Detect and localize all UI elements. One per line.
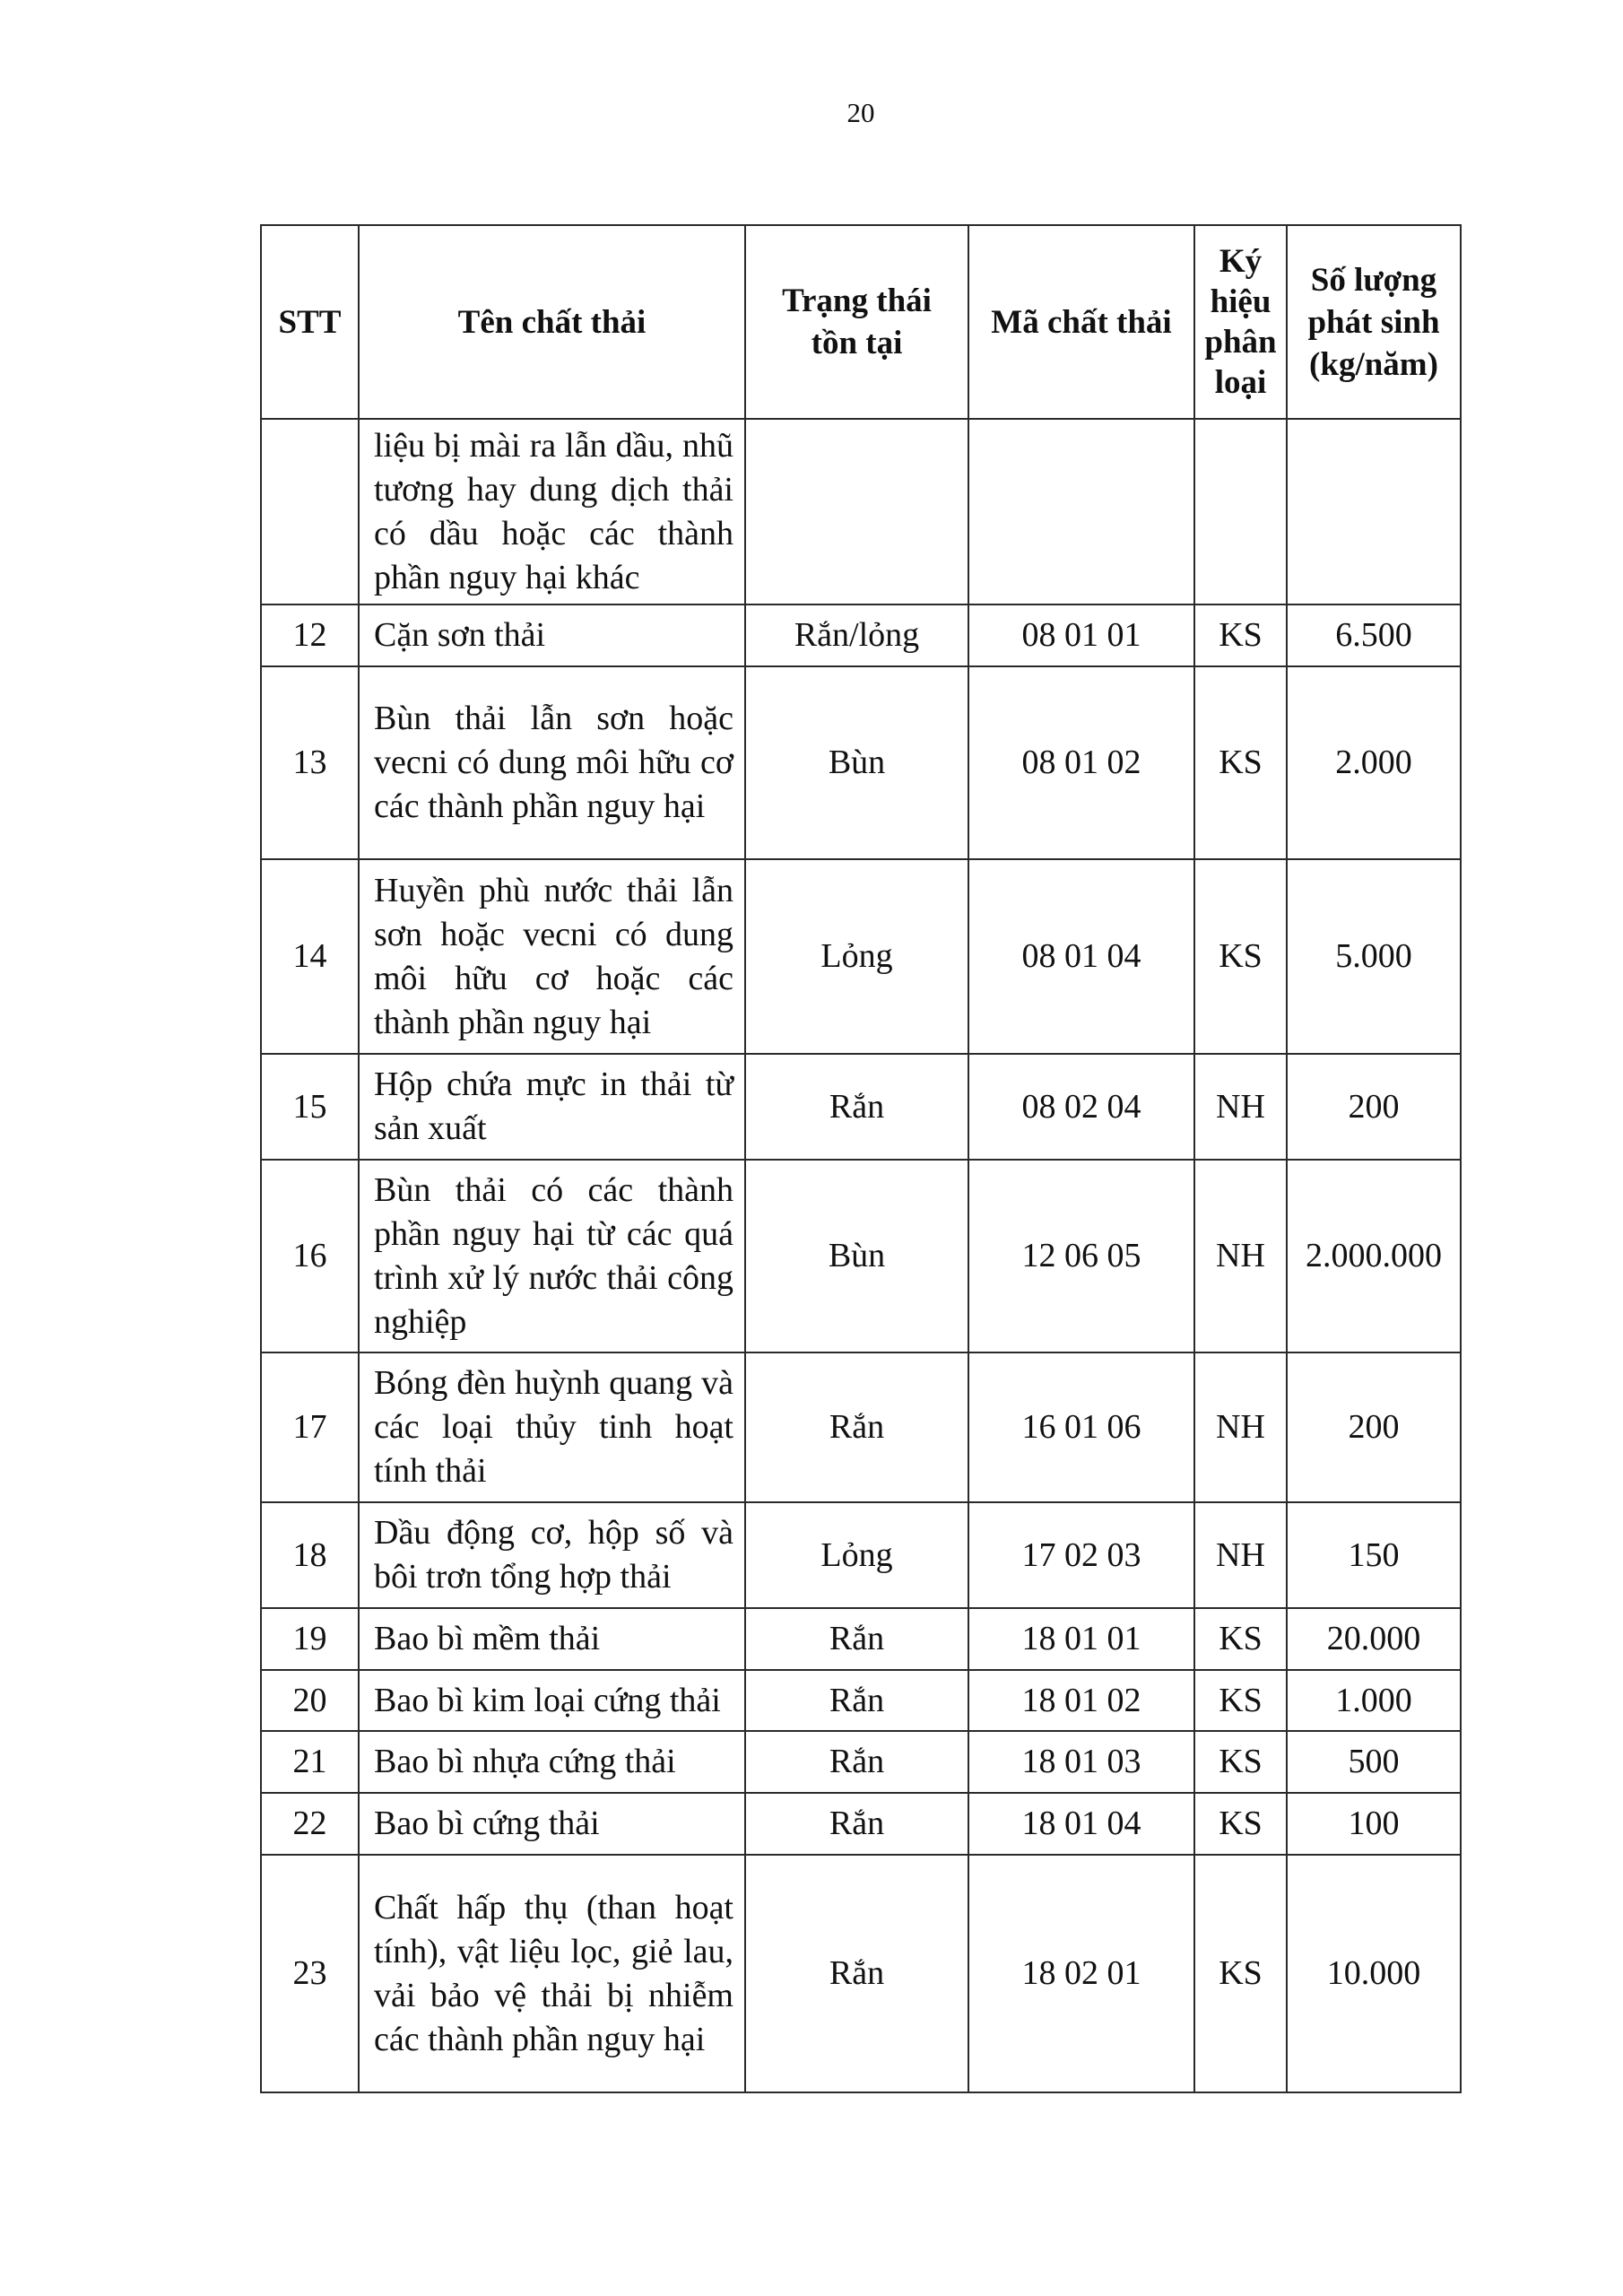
cell-stt: 21 [261,1731,359,1793]
cell-state: Rắn [745,1670,968,1731]
cell-classification: KS [1194,859,1287,1054]
cell-name: Bao bì kim loại cứng thải [359,1670,745,1731]
cell-code: 17 02 03 [968,1502,1194,1608]
cell-code: 08 01 04 [968,859,1194,1054]
cell-classification: KS [1194,666,1287,859]
cell-code: 16 01 06 [968,1352,1194,1502]
cell-quantity: 2.000 [1287,666,1461,859]
cell-quantity [1287,419,1461,604]
cell-stt: 18 [261,1502,359,1608]
cell-stt: 13 [261,666,359,859]
cell-stt: 16 [261,1160,359,1352]
cell-classification: KS [1194,1608,1287,1670]
cell-quantity: 200 [1287,1352,1461,1502]
header-code: Mã chất thải [968,225,1194,419]
cell-state: Rắn/lỏng [745,604,968,666]
cell-state: Rắn [745,1793,968,1855]
cell-classification: NH [1194,1502,1287,1608]
cell-stt [261,419,359,604]
cell-name: Bao bì cứng thải [359,1793,745,1855]
page-number: 20 [846,97,875,128]
cell-name: Bùn thải có các thành phần nguy hại từ các quá trình xử lý nước thải công nghiệp [359,1160,745,1352]
cell-stt: 19 [261,1608,359,1670]
table-row [261,1160,1461,1352]
cell-quantity: 5.000 [1287,859,1461,1054]
cell-code: 18 02 01 [968,1855,1194,2092]
cell-name: Bao bì mềm thải [359,1608,745,1670]
header-name: Tên chất thải [359,225,745,419]
cell-classification: KS [1194,1793,1287,1855]
table-row [261,859,1461,1054]
cell-quantity: 150 [1287,1502,1461,1608]
cell-name: Dầu động cơ, hộp số và bôi trơn tổng hợp thải [359,1502,745,1608]
cell-name: Huyền phù nước thải lẫn sơn hoặc vecni có dung môi hữu cơ hoặc các thành phần nguy hại [359,859,745,1054]
cell-state: Rắn [745,1731,968,1793]
cell-code: 18 01 01 [968,1608,1194,1670]
table-row [261,1054,1461,1160]
header-quantity: Số lượng phát sinh (kg/năm) [1287,225,1461,419]
table-row [261,1731,1461,1793]
cell-quantity: 6.500 [1287,604,1461,666]
cell-classification: KS [1194,1670,1287,1731]
cell-code [968,419,1194,604]
cell-classification: NH [1194,1160,1287,1352]
cell-state: Rắn [745,1608,968,1670]
table-row [261,604,1461,666]
cell-stt: 23 [261,1855,359,2092]
cell-name: liệu bị mài ra lẫn dầu, nhũ tương hay dung dịch thải có dầu hoặc các thành phần nguy hại khác [359,419,745,604]
cell-state: Bùn [745,666,968,859]
cell-quantity: 200 [1287,1054,1461,1160]
table-row [261,666,1461,859]
cell-quantity: 20.000 [1287,1608,1461,1670]
cell-state: Rắn [745,1352,968,1502]
cell-state [745,419,968,604]
cell-code: 08 01 01 [968,604,1194,666]
cell-stt: 14 [261,859,359,1054]
cell-code: 12 06 05 [968,1160,1194,1352]
cell-name: Cặn sơn thải [359,604,745,666]
cell-stt: 20 [261,1670,359,1731]
cell-code: 08 02 04 [968,1054,1194,1160]
cell-classification: KS [1194,604,1287,666]
cell-classification: NH [1194,1054,1287,1160]
cell-state: Lỏng [745,1502,968,1608]
cell-quantity: 1.000 [1287,1670,1461,1731]
cell-code: 18 01 02 [968,1670,1194,1731]
cell-state: Rắn [745,1054,968,1160]
header-stt: STT [261,225,359,419]
table-row [261,1793,1461,1855]
header-state: Trạng thái tồn tại [745,225,968,419]
header-classification: Ký hiệu phân loại [1194,225,1287,419]
cell-name: Bao bì nhựa cứng thải [359,1731,745,1793]
cell-classification [1194,419,1287,604]
cell-classification: KS [1194,1731,1287,1793]
cell-name: Bùn thải lẫn sơn hoặc vecni có dung môi hữu cơ các thành phần nguy hại [359,666,745,859]
cell-quantity: 2.000.000 [1287,1160,1461,1352]
cell-code: 18 01 03 [968,1731,1194,1793]
cell-code: 18 01 04 [968,1793,1194,1855]
cell-stt: 12 [261,604,359,666]
table-row [261,1502,1461,1608]
cell-name: Chất hấp thụ (than hoạt tính), vật liệu lọc, giẻ lau, vải bảo vệ thải bị nhiễm các thành phần nguy hại [359,1855,745,2092]
cell-name: Bóng đèn huỳnh quang và các loại thủy tinh hoạt tính thải [359,1352,745,1502]
cell-code: 08 01 02 [968,666,1194,859]
table-row [261,1855,1461,2092]
cell-quantity: 500 [1287,1731,1461,1793]
cell-state: Lỏng [745,859,968,1054]
cell-state: Bùn [745,1160,968,1352]
cell-name: Hộp chứa mực in thải từ sản xuất [359,1054,745,1160]
cell-quantity: 100 [1287,1793,1461,1855]
cell-stt: 15 [261,1054,359,1160]
cell-state: Rắn [745,1855,968,2092]
table-row [261,1352,1461,1502]
table-row [261,419,1461,604]
cell-quantity: 10.000 [1287,1855,1461,2092]
table-row [261,1608,1461,1670]
table-row [261,1670,1461,1731]
table-header-row [261,225,1461,419]
cell-classification: KS [1194,1855,1287,2092]
hazardous-waste-table [260,224,1462,2093]
cell-stt: 22 [261,1793,359,1855]
cell-stt: 17 [261,1352,359,1502]
cell-classification: NH [1194,1352,1287,1502]
